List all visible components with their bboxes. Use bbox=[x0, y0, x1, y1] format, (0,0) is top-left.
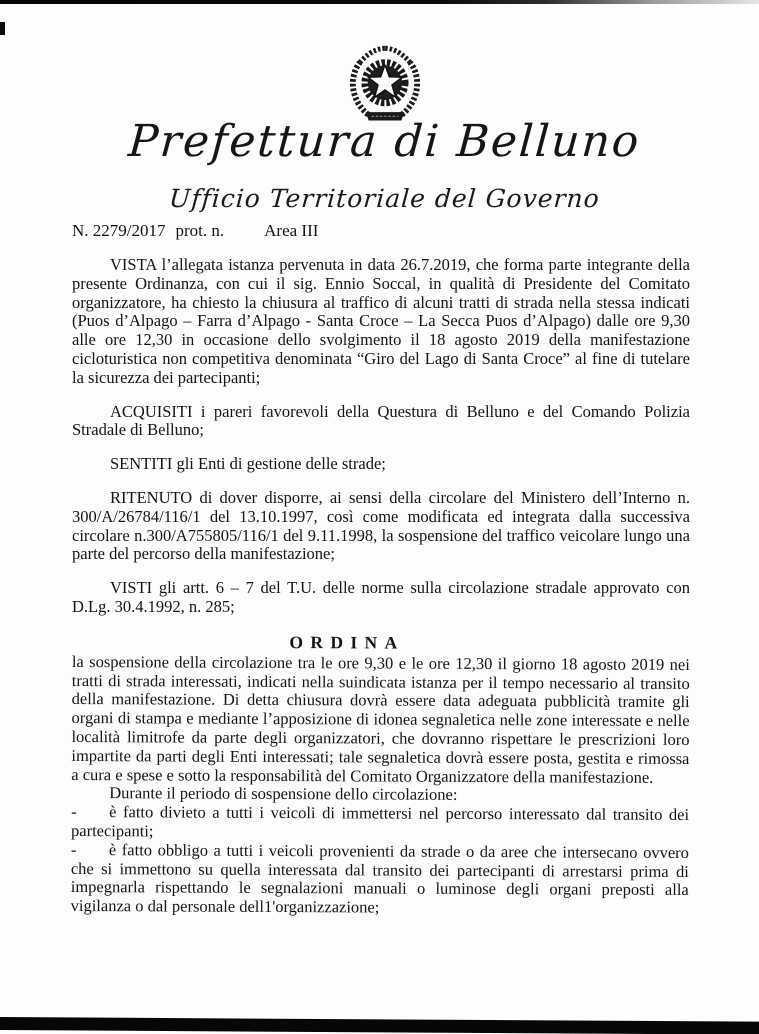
order-intro-line: Durante il periodo di sospensione dello circolazione: bbox=[109, 783, 458, 805]
letterhead-subtitle: Ufficio Territoriale del Governo bbox=[168, 184, 601, 213]
list-item-text: è fatto divieto a tutti i veicoli di immettersi nel percorso interessato dal transito dei partecipanti; bbox=[70, 802, 690, 841]
premise-visti-paragraph: VISTI gli artt. 6 – 7 del T.U. delle norme sulla circolazione stradale approvato con D.Lg. 30.4.1992, n. 285; bbox=[72, 578, 690, 616]
premise-vista-paragraph: VISTA l’allegata istanza pervenuta in data 26.7.2019, che forma parte integrante della presente Ordinanza, con cui il sig. Ennio Soccal, in qualità di Presidente del Comitato organizzatore, ha chiesto la chiusura al traffico di alcuni tratti di strada nella stessa indicati (Puos d’Alpago – Farra d’Alpago - Santa Croce – La Secca Puos d’Alpago) dalle ore 9,30 alle ore 12,30 in occasione dello svolgimento il 18 agosto 2019 della manifestazione cicloturistica non competitiva denominata “Giro del Lago di Santa Croce” al fine di tutelare la sicurezza dei partecipanti; bbox=[72, 255, 690, 387]
scan-artifact-left-speck bbox=[0, 22, 5, 35]
premise-acquisiti-paragraph: ACQUISITI i pareri favorevoli della Questura di Belluno e del Comando Polizia Stradale di Belluno; bbox=[72, 401, 690, 440]
document-body bbox=[72, 256, 690, 916]
scan-artifact-bottom-edge bbox=[0, 1017, 759, 1034]
order-heading: ORDINA bbox=[289, 631, 405, 653]
protocol-number: N. 2279/2017 bbox=[72, 221, 166, 240]
order-list-item-2 bbox=[71, 841, 689, 919]
order-list-item-1 bbox=[71, 803, 689, 844]
premise-ritenuto-paragraph: RITENUTO di dover disporre, ai sensi della circolare del Ministero dell’Interno n. 300/A/26784/116/1 del 13.10.1997, così come modificata ed integrata dalla successiva circolare n.300/A755805/116/1 del 9.11.1998, la sospensione del traffico veicolare lungo una parte del percorso della manifestazione; bbox=[72, 487, 690, 564]
area-label: Area III bbox=[264, 221, 319, 240]
order-section bbox=[71, 632, 690, 919]
letterhead-title: Prefettura di Belluno bbox=[126, 116, 643, 167]
order-paragraph: la sospensione della circolazione tra le ore 9,30 e le ore 12,30 il giorno 18 agosto 2019 nei tratti di strada interessati, indicati nella suindicata istanza per il tempo necessario al transito della manifestazione. Di detta chiusura dovrà essere data adeguata pubblicità tramite gli organi di stampa e mediante l’apposizione di idonea segnaletica nelle zone interessate e nelle località limitrofe da parte degli organizzatori, che dovranno rispettare le prescrizioni loro impartite da parti degli Enti interessati; tale segnaletica dovrà essere posta, gestita e rimossa a cura e spese e sotto la responsabilità del Comitato Organizzatore della manifestazione. bbox=[71, 651, 690, 787]
list-item-text: è fatto obbligo a tutti i veicoli provenienti da strade o da aree che intersecano ovvero che si immettono su quella interessata dal transito dei partecipanti di arrestarsi prima di impegnarla rispettando le segnalazioni manuali o luminose degli organi preposti alla vigilanza o dal personale dell1'organizzazione; bbox=[70, 839, 689, 917]
protocol-label: prot. n. bbox=[175, 221, 225, 240]
protocol-line bbox=[72, 221, 318, 241]
list-item-marker: - bbox=[70, 839, 77, 859]
italian-republic-emblem-icon bbox=[343, 44, 427, 124]
scan-artifact-top-edge bbox=[0, 0, 759, 4]
premise-sentiti-paragraph: SENTITI gli Enti di gestione delle strade; bbox=[110, 454, 386, 474]
list-item-marker: - bbox=[71, 801, 77, 821]
